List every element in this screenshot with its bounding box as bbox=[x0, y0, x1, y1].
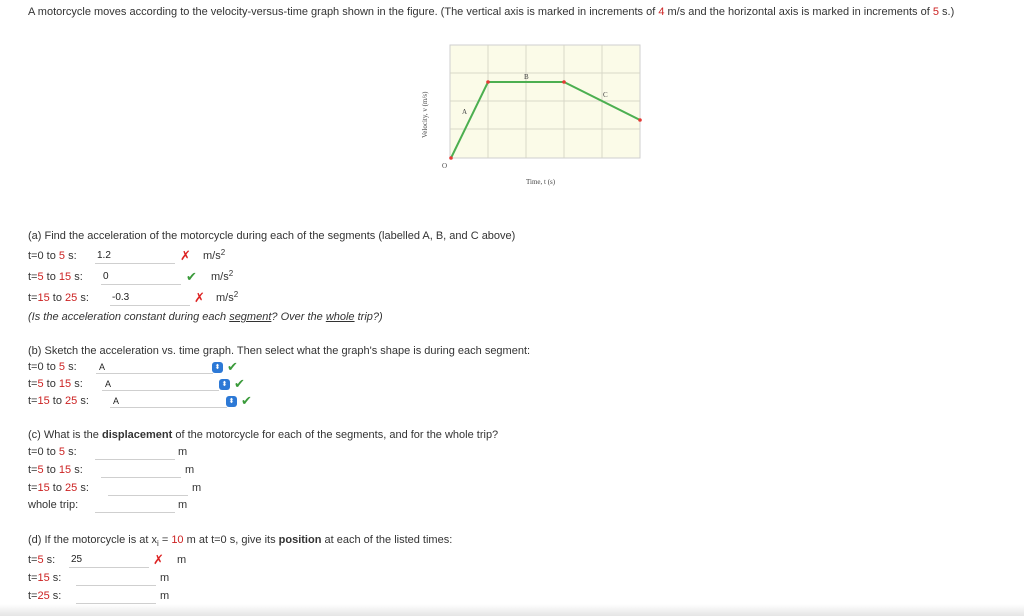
part-b-question: (b) Sketch the acceleration vs. time graph. Then select what the graph's shape is during each segment: bbox=[28, 345, 531, 357]
row-label: s: bbox=[77, 395, 89, 407]
row-label: s: bbox=[65, 250, 77, 262]
question-text: (d) If the motorcycle is at x bbox=[28, 534, 157, 546]
displacement-input-2[interactable] bbox=[101, 462, 181, 478]
row-label: t= bbox=[28, 482, 38, 494]
question-text: at each of the listed times: bbox=[321, 534, 453, 546]
time-value: 15 bbox=[58, 464, 72, 476]
time-value: 5 bbox=[37, 378, 44, 390]
row-label: to bbox=[49, 292, 66, 304]
unit-text: m/s bbox=[211, 271, 229, 283]
select-arrow-icon[interactable]: ⬍ bbox=[226, 396, 237, 407]
part-d-question bbox=[28, 532, 452, 548]
row-label: t= bbox=[28, 292, 38, 304]
unit-label: m bbox=[178, 499, 188, 511]
wrong-icon: ✗ bbox=[194, 290, 205, 305]
unit-text: m/s bbox=[203, 250, 221, 262]
part-b-row-1 bbox=[28, 359, 77, 375]
segment-label-a: A bbox=[462, 108, 468, 116]
part-d-row-3 bbox=[28, 588, 61, 604]
row-label: to bbox=[43, 271, 59, 283]
segment-label-c: C bbox=[603, 91, 608, 99]
time-value: 15 bbox=[37, 482, 50, 494]
time-value: 25 bbox=[65, 482, 78, 494]
check-icon: ✔ bbox=[186, 269, 197, 284]
x-axis-label: Time, t (s) bbox=[526, 178, 556, 186]
hint-segment-link[interactable]: segment bbox=[229, 311, 272, 323]
row-label: s: bbox=[71, 378, 83, 390]
row-label: s: bbox=[43, 554, 56, 566]
position-input-1[interactable]: 25 bbox=[69, 552, 149, 568]
unit-label: m bbox=[160, 590, 170, 602]
position-input-3[interactable] bbox=[76, 588, 156, 604]
check-icon: ✔ bbox=[241, 393, 252, 408]
question-text: m at t=0 s, give its bbox=[183, 534, 279, 546]
row-label: s: bbox=[77, 292, 89, 304]
wrong-icon: ✗ bbox=[180, 248, 191, 263]
unit-text: m/s bbox=[216, 292, 234, 304]
origin-label: O bbox=[442, 162, 448, 170]
part-c-question bbox=[28, 427, 498, 443]
part-b-row-3 bbox=[28, 393, 89, 409]
acceleration-input-3[interactable]: -0.3 bbox=[110, 290, 190, 306]
unit-exponent: 2 bbox=[228, 269, 234, 278]
unit-label: m bbox=[160, 572, 170, 584]
shape-select-3[interactable]: A bbox=[110, 395, 227, 408]
part-c-row-1 bbox=[28, 444, 77, 460]
question-bold-text: position bbox=[278, 534, 322, 546]
row-label: t= bbox=[28, 590, 38, 602]
row-label: t= bbox=[28, 572, 38, 584]
part-a-row-1 bbox=[28, 248, 77, 264]
row-label: t= bbox=[28, 271, 38, 283]
problem-intro bbox=[28, 4, 998, 20]
row-label: s: bbox=[71, 464, 83, 476]
part-c-row-2 bbox=[28, 462, 83, 478]
time-value: 15 bbox=[58, 378, 72, 390]
question-bold-text: displacement bbox=[101, 429, 173, 441]
row-label: s: bbox=[71, 271, 83, 283]
subscript: i bbox=[156, 539, 159, 549]
intro-text-3: s.) bbox=[938, 6, 955, 18]
time-value: 5 bbox=[37, 464, 44, 476]
row-label: t= bbox=[28, 395, 38, 407]
row-label: s: bbox=[49, 572, 62, 584]
hint-text: trip?) bbox=[354, 311, 383, 323]
question-text: of the motorcycle for each of the segments, and for the whole trip? bbox=[172, 429, 499, 441]
displacement-input-3[interactable] bbox=[108, 480, 188, 496]
hint-text: (Is the acceleration constant during each bbox=[28, 311, 230, 323]
row-label: to bbox=[49, 482, 66, 494]
part-a-row-3 bbox=[28, 290, 89, 306]
part-d-row-2 bbox=[28, 570, 61, 586]
row-label: t= bbox=[28, 464, 38, 476]
part-a-row-2 bbox=[28, 269, 83, 285]
unit-exponent: 2 bbox=[233, 290, 239, 299]
unit-label: m bbox=[177, 554, 187, 566]
graph-point bbox=[449, 156, 453, 160]
time-increment: 5 bbox=[932, 6, 939, 18]
wrong-icon: ✗ bbox=[153, 552, 164, 567]
part-a-hint bbox=[28, 309, 383, 325]
part-c-row-3 bbox=[28, 480, 89, 496]
velocity-time-graph bbox=[410, 40, 660, 200]
row-label: t=0 to bbox=[28, 361, 59, 373]
whole-trip-label: whole trip: bbox=[28, 499, 79, 511]
row-label: to bbox=[43, 464, 59, 476]
displacement-input-1[interactable] bbox=[95, 444, 175, 460]
time-value: 5 bbox=[37, 554, 44, 566]
bottom-shadow bbox=[0, 604, 1024, 616]
unit-label bbox=[216, 290, 238, 306]
select-arrow-icon[interactable]: ⬍ bbox=[212, 362, 223, 373]
row-label: t= bbox=[28, 554, 38, 566]
y-axis-label: Velocity, v (m/s) bbox=[421, 91, 429, 138]
row-label: t=0 to bbox=[28, 250, 59, 262]
question-text: (c) What is the bbox=[28, 429, 102, 441]
time-value: 5 bbox=[58, 361, 66, 373]
segment-label-b: B bbox=[524, 73, 529, 81]
acceleration-input-2[interactable]: 0 bbox=[101, 269, 181, 285]
row-label: t= bbox=[28, 378, 38, 390]
unit-label: m bbox=[185, 464, 195, 476]
row-label: t=0 to bbox=[28, 446, 59, 458]
question-text: = bbox=[158, 534, 172, 546]
unit-exponent: 2 bbox=[220, 248, 226, 257]
unit-label: m bbox=[192, 482, 202, 494]
graph-point bbox=[562, 80, 566, 84]
check-icon: ✔ bbox=[227, 359, 238, 374]
graph-point bbox=[486, 80, 490, 84]
time-value: 15 bbox=[37, 572, 50, 584]
time-value: 15 bbox=[58, 271, 72, 283]
displacement-input-whole[interactable] bbox=[95, 497, 175, 513]
time-value: 25 bbox=[65, 395, 78, 407]
time-value: 25 bbox=[65, 292, 78, 304]
acceleration-input-1[interactable]: 1.2 bbox=[95, 248, 175, 264]
shape-select-2[interactable]: A bbox=[102, 378, 219, 391]
initial-position-value: 10 bbox=[171, 534, 184, 546]
time-value: 15 bbox=[37, 292, 50, 304]
velocity-increment: 4 bbox=[658, 6, 665, 18]
time-value: 5 bbox=[58, 446, 66, 458]
row-label: s: bbox=[65, 446, 77, 458]
part-b-row-2 bbox=[28, 376, 83, 392]
time-value: 5 bbox=[58, 250, 66, 262]
hint-text: ? Over the bbox=[271, 311, 326, 323]
intro-text-1: A motorcycle moves according to the velocity-versus-time graph shown in the figure. (The vertical axis is marked in increments of bbox=[28, 6, 659, 18]
shape-select-1[interactable]: A bbox=[96, 361, 213, 374]
hint-whole-link[interactable]: whole bbox=[325, 311, 355, 323]
row-label: s: bbox=[49, 590, 62, 602]
row-label: to bbox=[43, 378, 59, 390]
graph-point bbox=[638, 118, 642, 122]
time-value: 5 bbox=[37, 271, 44, 283]
position-input-2[interactable] bbox=[76, 570, 156, 586]
check-icon: ✔ bbox=[234, 376, 245, 391]
row-label: to bbox=[49, 395, 66, 407]
intro-text-2: m/s and the horizontal axis is marked in increments of bbox=[664, 6, 933, 18]
unit-label bbox=[211, 269, 233, 285]
select-arrow-icon[interactable]: ⬍ bbox=[219, 379, 230, 390]
row-label: s: bbox=[77, 482, 89, 494]
unit-label: m bbox=[178, 446, 188, 458]
row-label: s: bbox=[65, 361, 77, 373]
time-value: 15 bbox=[37, 395, 50, 407]
time-value: 25 bbox=[37, 590, 50, 602]
part-a-question: (a) Find the acceleration of the motorcycle during each of the segments (labelled A, B, and C above) bbox=[28, 230, 516, 242]
unit-label bbox=[203, 248, 225, 264]
part-d-row-1 bbox=[28, 552, 55, 568]
